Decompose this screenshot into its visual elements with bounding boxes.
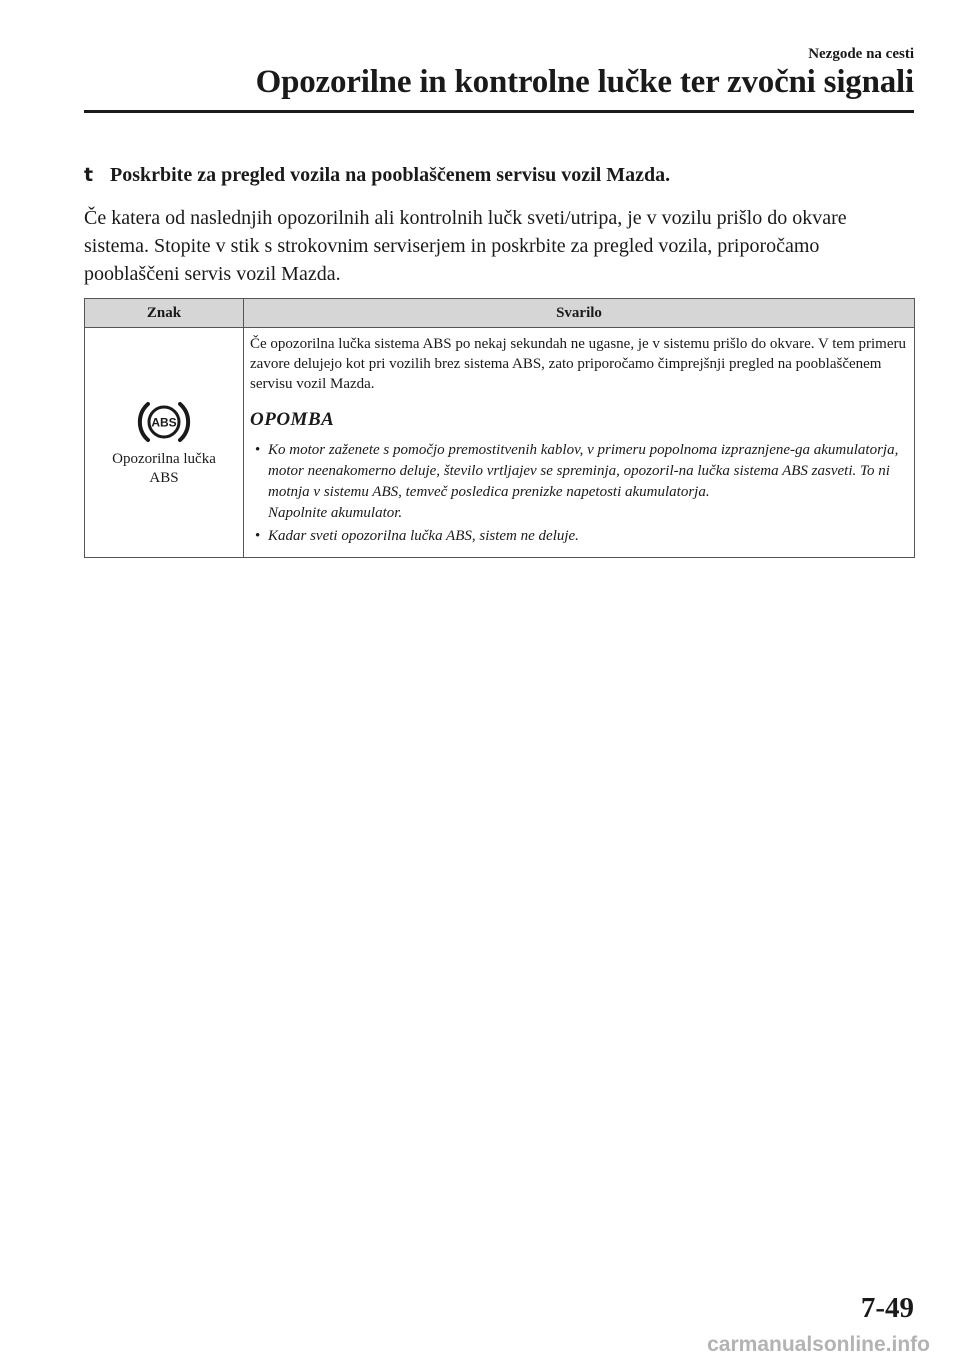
abs-warning-light-icon xyxy=(134,398,194,446)
instruction-text: Poskrbite za pregled vozila na pooblaščenem servisu vozil Mazda. xyxy=(110,164,671,186)
note-item xyxy=(250,526,906,547)
intro-text: Če katera od naslednjih opozorilnih ali kontrolnih lučk sveti/utripa, je v vozilu prišlo do okvare sistema. Stopite v stik s strokovnim serviserjem in poskrbite za pregled vozila, priporočamo pooblaščeni servis vozil Mazda. xyxy=(84,207,847,285)
chapter-title: Opozorilne in kontrolne lučke ter zvočni signali xyxy=(255,64,914,100)
table-header-row xyxy=(85,299,915,328)
instruction-marker: t xyxy=(84,164,94,186)
sign-name: Opozorilna lučka ABS xyxy=(112,450,216,486)
header-rule xyxy=(84,110,914,113)
abs-icon-label: ABS xyxy=(151,415,177,429)
page-number: 7-49 xyxy=(860,1292,914,1324)
table-row xyxy=(85,328,915,558)
section-label: Nezgode na cesti xyxy=(808,46,914,62)
header-sign: Znak xyxy=(85,299,244,328)
instruction-line xyxy=(84,164,914,187)
sign-cell xyxy=(85,328,244,558)
warning-table xyxy=(84,298,915,558)
description-text: Če opozorilna lučka sistema ABS po nekaj sekundah ne ugasne, je v sistemu prišlo do okvare. V tem primeru zavore delujejo kot pri vozilih brez sistema ABS, zato priporočamo čimprejšnji pregled na pooblaščenem servisu vozil Mazda. xyxy=(250,336,906,392)
note-text: Kadar sveti opozorilna lučka ABS, sistem ne deluje. xyxy=(268,528,579,544)
note-extra: Napolnite akumulator. xyxy=(268,505,403,521)
bullet-icon: • xyxy=(255,528,261,544)
watermark: carmanualsonline.info xyxy=(707,1333,930,1356)
bullet-icon: • xyxy=(255,442,261,458)
intro-paragraph xyxy=(84,204,884,288)
note-text: Ko motor zaženete s pomočjo premostitvenih kablov, v primeru popolnoma izpraznjene-ga akumulatorja, motor neenakomerno deluje, število vrtljajev se spreminja, opozoril-na lučka sistema ABS zasveti. To ni motnja v sistemu ABS, temveč posledica prenizke napetosti akumulatorja. xyxy=(268,442,899,500)
description-cell xyxy=(244,328,915,558)
note-title: OPOMBA xyxy=(250,409,335,430)
note-item xyxy=(250,440,906,524)
header-warning: Svarilo xyxy=(244,299,915,328)
note-list xyxy=(250,440,906,547)
